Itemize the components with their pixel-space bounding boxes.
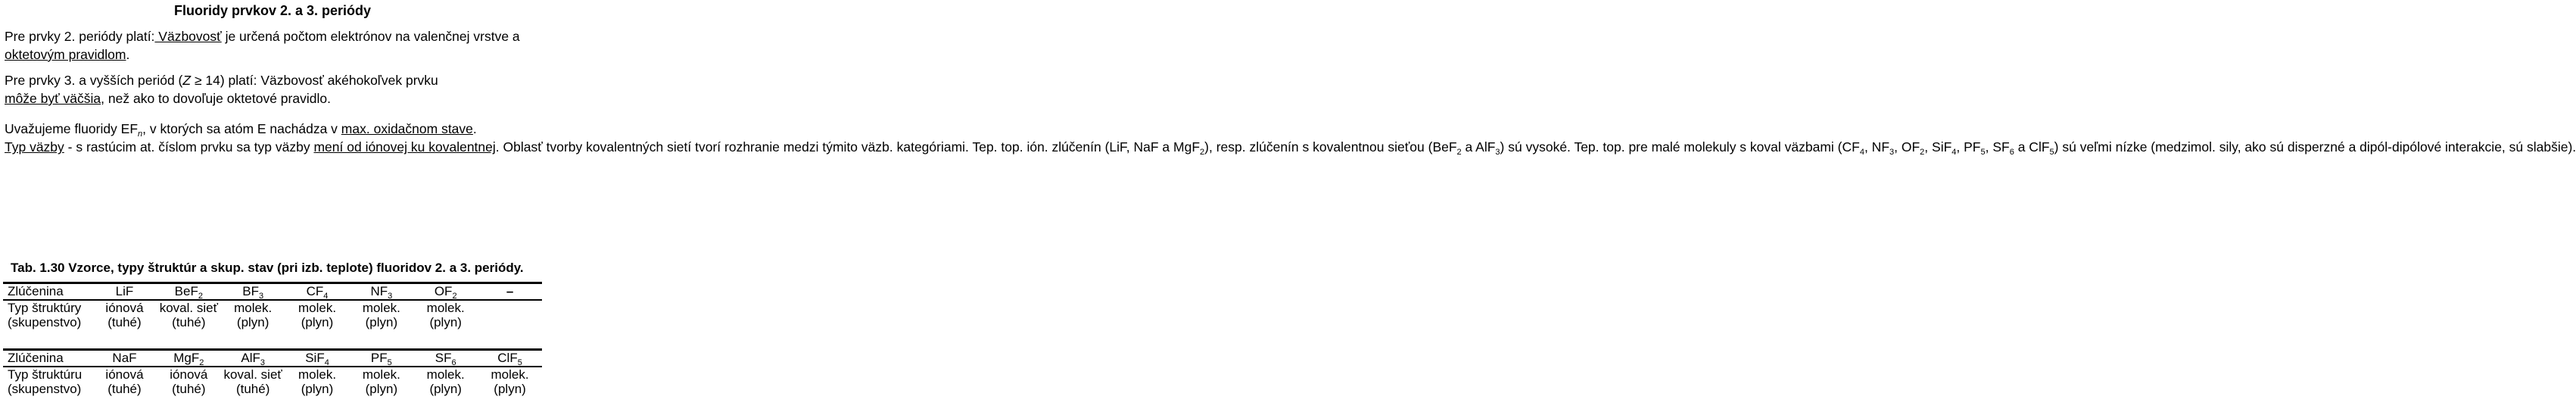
p1-octet-rule: oktetovým pravidlom [5, 47, 126, 62]
table-period-2 [3, 282, 542, 329]
table2-compound-row [3, 350, 542, 367]
table1-compound-row [3, 283, 542, 301]
table1-cell-compound: $CF_4$ [285, 283, 350, 301]
table1-cell-type: molek. [234, 301, 273, 315]
table1-cell-state: (plyn) [429, 315, 462, 329]
table2-cell-type: iónová [105, 367, 144, 382]
table2-cell-state: (tuhé) [107, 382, 142, 396]
p3-text-a: Uvažujeme fluoridy EF [5, 121, 139, 136]
table1-cell-compound: $BF_3$ [221, 283, 285, 301]
p3-text-i: ), resp. zlúčenín s kovalentnou sieťou (BeF [1204, 139, 1457, 155]
table1-cell-type: koval. sieť [159, 301, 218, 315]
p3-sub-pf5: 5 [1980, 148, 1986, 158]
table2-cell-compound: AlF$_3$ [221, 350, 285, 367]
p3-text-p: , PF [1956, 139, 1981, 155]
p3-sub-nf3: 3 [1889, 148, 1895, 158]
table1-cell-compound: $NF_3$ [349, 283, 413, 301]
table2-cell-type: iónová [170, 367, 208, 382]
table1-label-type: Typ štruktúry [8, 301, 82, 315]
table1-cell-type: molek. [297, 301, 337, 315]
table1-cell-type: iónová [105, 301, 144, 315]
paragraph-fluorides [5, 120, 2576, 158]
p3-text-f: - s rastúcim at. číslom prvku sa typ väzby [64, 139, 314, 155]
table1-cell-compound: BeF$_2$ [157, 283, 221, 301]
table2-state-row [3, 382, 542, 396]
table2-cell-compound: ClF$_5$ [478, 350, 542, 367]
table1-label-compound: Zlúčenina [3, 283, 92, 301]
table-period-3 [3, 348, 542, 396]
p3-text-d: . [472, 121, 477, 136]
p1-text-a: Pre prvky 2. periódy platí: [5, 29, 155, 44]
table1-cell-state: (plyn) [301, 315, 334, 329]
table1-cell-state: (tuhé) [107, 315, 142, 329]
table2-cell-state: (plyn) [301, 382, 334, 396]
table1-cell-state: (tuhé) [172, 315, 206, 329]
table2-cell-compound: MgF$_2$ [157, 350, 221, 367]
table2-cell-compound: NaF [92, 350, 157, 367]
table1-cell-type: molek. [362, 301, 400, 315]
table1-cell-state [478, 315, 542, 329]
p3-bond-type: Typ väzby [5, 139, 64, 155]
p3-text-b: , v ktorých sa atóm E nachádza v [142, 121, 341, 136]
p2-text-c: , než ako to dovoľuje oktetové pravidlo. [101, 91, 331, 106]
p3-text-s: ) sú veľmi nízke (medzimol. sily, ako sú disperzné a dipól-dipólové interakcie, sú slabšie). [2054, 139, 2576, 155]
p3-sub-bef2: 2 [1456, 148, 1462, 158]
table2-cell-compound: SiF$_4$ [285, 350, 350, 367]
slide-title: Fluoridy prvkov 2. a 3. periódy [173, 3, 372, 18]
p3-text-h: . Oblasť tvorby kovalentných sietí tvorí rozhranie medzi týmito väzb. kategóriami. Tep. top. ión. zlúčenín (LiF, NaF a MgF [495, 139, 1201, 155]
table2-cell-state: (tuhé) [172, 382, 206, 396]
table2-cell-type: molek. [491, 367, 529, 382]
p3-sub-alf3: 3 [1495, 148, 1500, 158]
p3-sub-sif4: 4 [1951, 148, 1957, 158]
p3-n-sub: n [138, 130, 143, 139]
table1-cell-compound: $OF_2$ [413, 283, 478, 301]
p3-text-j: a AlF [1461, 139, 1496, 155]
table2-cell-state: (tuhé) [235, 382, 270, 396]
table1-label-state: (skupenstvo) [8, 315, 82, 329]
p1-text-c: je určená počtom elektrónov na valenčnej vrstve a [221, 29, 520, 44]
table1-cell-state: (plyn) [365, 315, 398, 329]
table1-cell-type [478, 300, 542, 315]
p1-valence-term: Väzbovosť [154, 29, 222, 44]
table1-cell-state: (plyn) [236, 315, 269, 329]
p3-sub-cf4: 4 [1859, 148, 1864, 158]
paragraph-period-3 [5, 71, 544, 108]
table2-type-row [3, 367, 542, 382]
p2-text-ge: ≥ 14) platí: Väzbovosť akéhokoľvek prvku [191, 73, 438, 88]
p3-text-r: a ClF [2014, 139, 2050, 155]
p3-sub-of2: 2 [1920, 148, 1925, 158]
paragraph-period-2 [5, 27, 544, 64]
table1-cell-compound: LiF [92, 283, 157, 301]
table2-cell-type: molek. [362, 367, 400, 382]
table1-state-row [3, 315, 542, 329]
p1-text-e: . [126, 47, 130, 62]
p3-sub-sf6: 6 [2009, 148, 2014, 158]
table2-cell-state: (plyn) [365, 382, 398, 396]
table1-cell-type: molek. [426, 301, 465, 315]
table2-cell-compound: $SF_6$ [413, 350, 478, 367]
p3-text-o: , SiF [1924, 139, 1952, 155]
table1-type-row [3, 300, 542, 315]
table2-cell-type: molek. [297, 367, 337, 382]
p3-sub-mgf2: 2 [1200, 148, 1205, 158]
table1-cell-compound-empty: – [478, 283, 542, 301]
p3-max-oxidation: max. oxidačnom stave [341, 121, 473, 136]
p2-z-symbol: Z [182, 73, 192, 88]
table2-label-state: (skupenstvo) [8, 382, 82, 396]
p3-text-l: , NF [1864, 139, 1890, 155]
p3-text-q: , SF [1985, 139, 2010, 155]
table2-cell-type: molek. [426, 367, 465, 382]
table2-cell-state: (plyn) [494, 382, 526, 396]
p3-text-k: ) sú vysoké. Tep. top. pre malé molekuly s koval väzbami (CF [1500, 139, 1860, 155]
table2-cell-compound: $PF_5$ [349, 350, 413, 367]
table-caption: Tab. 1.30 Vzorce, typy štruktúr a skup. stav (pri izb. teplote) fluoridov 2. a 3. periódy. [11, 261, 524, 275]
p3-text-m: , OF [1894, 139, 1920, 155]
table2-label-type: Typ štruktúru [8, 367, 83, 382]
p3-sub-clf5: 5 [2049, 148, 2054, 158]
table2-cell-type: koval. sieť [223, 367, 282, 382]
table2-cell-state: (plyn) [429, 382, 462, 396]
p3-ionic-to-covalent: mení od iónovej ku kovalentnej [313, 139, 496, 155]
p2-text-a: Pre prvky 3. a vyšších periód ( [5, 73, 183, 88]
p2-can-be-greater: môže byť väčšia [5, 91, 101, 106]
table2-label-compound: Zlúčenina [3, 350, 92, 367]
